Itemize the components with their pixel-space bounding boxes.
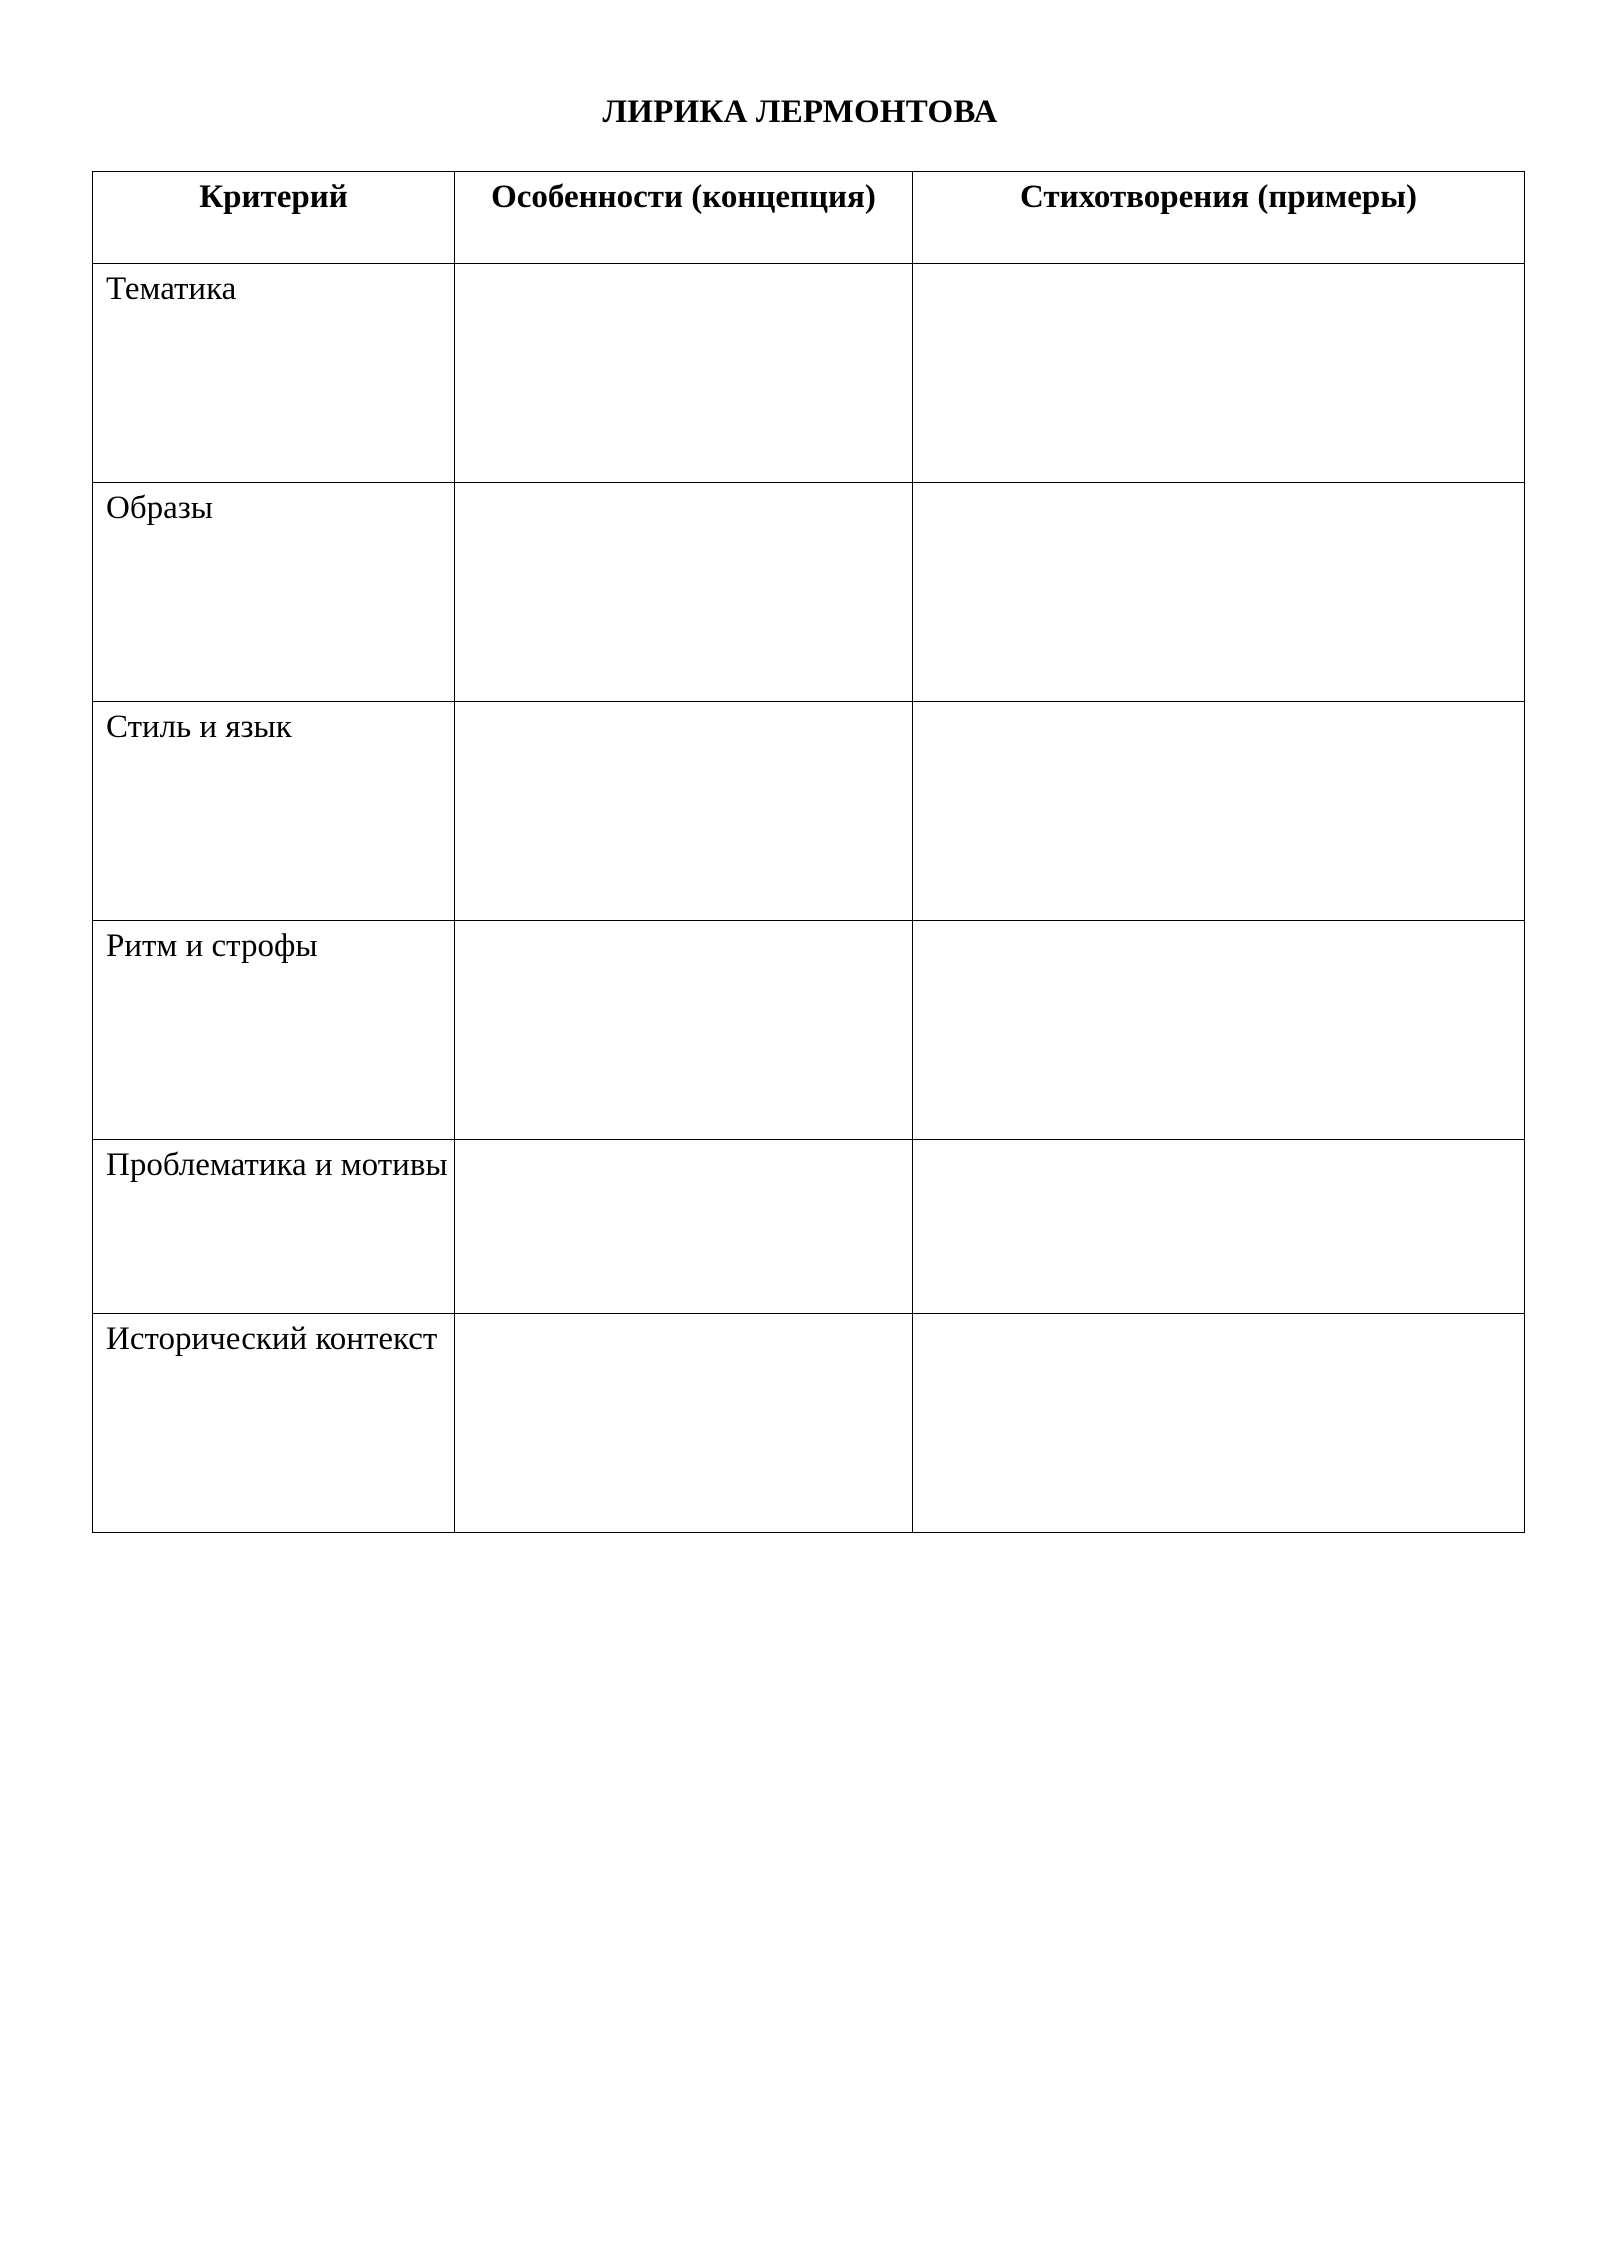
features-cell[interactable]: [455, 264, 913, 483]
features-cell[interactable]: [455, 483, 913, 702]
poems-cell[interactable]: [913, 483, 1525, 702]
table-header-row: [93, 172, 1525, 264]
features-cell[interactable]: [455, 702, 913, 921]
table-row: [93, 483, 1525, 702]
criterion-cell: Образы: [93, 483, 455, 702]
header-criterion: Критерий: [93, 172, 455, 264]
header-poems: Стихотворения (примеры): [913, 172, 1525, 264]
criterion-cell: Исторический контекст: [93, 1314, 455, 1533]
features-cell[interactable]: [455, 1314, 913, 1533]
poems-cell[interactable]: [913, 1140, 1525, 1314]
document-title: ЛИРИКА ЛЕРМОНТОВА: [602, 94, 998, 130]
features-cell[interactable]: [455, 1140, 913, 1314]
poems-cell[interactable]: [913, 1314, 1525, 1533]
criterion-cell: Ритм и строфы: [93, 921, 455, 1140]
lermontov-lyrics-table: [92, 171, 1525, 1533]
features-cell[interactable]: [455, 921, 913, 1140]
poems-cell[interactable]: [913, 702, 1525, 921]
criterion-cell: Стиль и язык: [93, 702, 455, 921]
table-row: [93, 1314, 1525, 1533]
poems-cell[interactable]: [913, 264, 1525, 483]
table-row: [93, 264, 1525, 483]
header-features: Особенности (концепция): [455, 172, 913, 264]
poems-cell[interactable]: [913, 921, 1525, 1140]
criterion-cell: Проблематика и мотивы: [93, 1140, 455, 1314]
criterion-cell: Тематика: [93, 264, 455, 483]
table-row: [93, 921, 1525, 1140]
table-row: [93, 702, 1525, 921]
table-row: [93, 1140, 1525, 1314]
